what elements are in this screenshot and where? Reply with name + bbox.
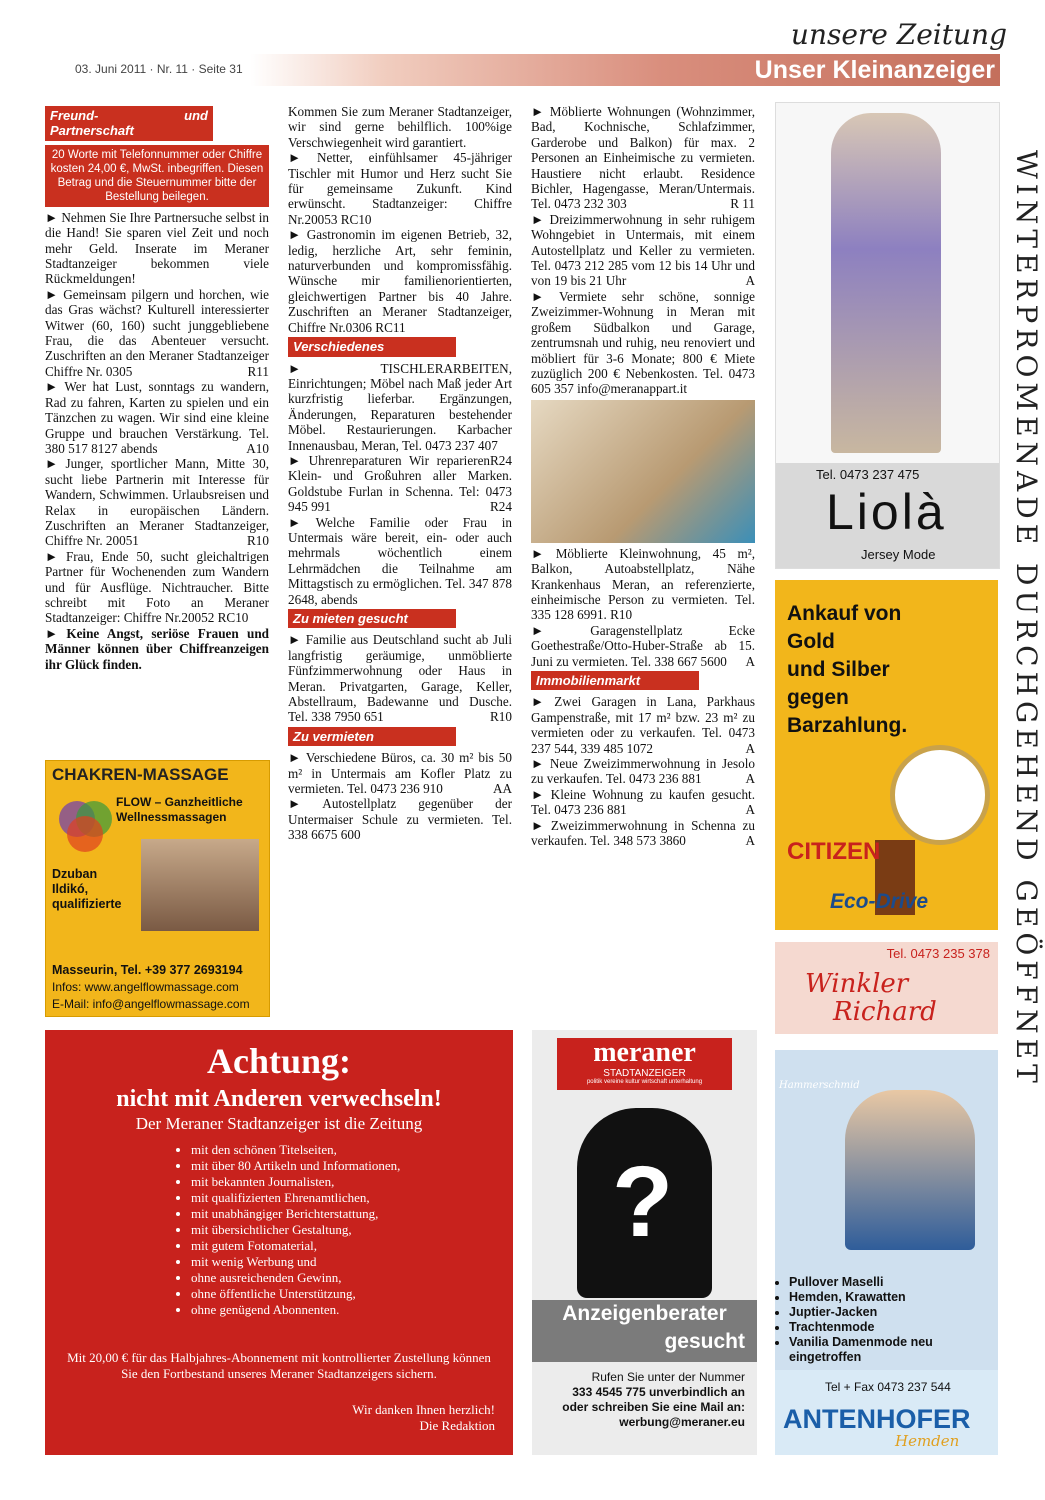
list-item: • Pullover Maselli xyxy=(789,1275,998,1290)
vertical-banner-text: WINTERPROMENADE DURCHGEHEND GEÖFFNET xyxy=(1010,150,1043,1088)
classified-ad: ► Verschiedene Büros, ca. 30 m² bis 50 m² in Untermais am Kofler Platz zu vermieten. Tel. 0473 236 910 AA xyxy=(288,750,512,797)
ad-subtitle: FLOW – Ganzheitliche Wellnessmassagen xyxy=(116,795,243,824)
masseurin-photo xyxy=(141,839,259,931)
issue-info: 03. Juni 2011 · Nr. 11 · Seite 31 xyxy=(75,62,243,76)
classified-ad: ► Zwei Garagen in Lana, Parkhaus Gampenstraße, mit 17 m² bzw. 23 m² zu vermieten oder zu verkaufen. Tel. 0473 237 544, 339 485 1072 A xyxy=(531,694,755,756)
antenhofer-ad xyxy=(775,1050,998,1455)
list-item: • mit bekannten Journalisten, xyxy=(191,1174,400,1190)
list-item: • Vanilia Damenmode neu eingetroffen xyxy=(789,1335,998,1365)
subscription-note: Mit 20,00 € für das Halbjahres-Abonnement mit kontrollierter Zustellung können Sie den Fortbestand unseres Meraner Stadtanzeigers sichern. xyxy=(67,1350,491,1381)
newspaper-logo: unsere Zeitung xyxy=(790,18,1007,51)
citizen-logo: CITIZEN xyxy=(787,838,881,865)
list-item: • mit qualifizierten Ehrenamtlichen, xyxy=(191,1190,400,1206)
masseurin-name: Dzuban Ildikó, qualifizierte xyxy=(52,867,122,911)
winkler-ad: Tel. 0473 235 378 Winkler Richard xyxy=(775,942,998,1034)
section-header: Immobilienmarkt xyxy=(531,671,699,690)
ad-title: CHAKREN-MASSAGE xyxy=(52,765,229,784)
signature: Wir danken Ihnen herzlich! Die Redaktion xyxy=(352,1402,495,1433)
classified-ad: ► Dreizimmerwohnung in sehr ruhigem Wohngebiet in Untermais, mit einem Autostellplatz und Keller zu vermieten. Tel. 0473 212 285 vom 12 bis 14 Uhr und von 19 bis 21 Uhr A xyxy=(531,211,755,289)
classified-ad: ► Vermiete sehr schöne, sonnige Zweizimmer-Wohnung in Meran mit großem Südbalkon und Garage, zentrumsnah und ruhig, neu renoviert und möbliert für 3-6 Monate; 800 € Miete zuzüglich 200 € Nebenkosten. Tel. 0473 605 357 info@meranappart.it xyxy=(531,288,755,397)
section-header: Verschiedenes xyxy=(288,337,456,356)
chakra-logo-icon xyxy=(52,789,122,859)
list-item: • Hemden, Krawatten xyxy=(789,1290,998,1305)
wanted-banner: Anzeigenberater gesucht xyxy=(532,1300,757,1362)
list-item: • Juptier-Jacken xyxy=(789,1305,998,1320)
gold-ad xyxy=(775,580,998,930)
classified-ad: ► Autostellplatz gegenüber der Untermaiser Schule zu vermieten. Tel. 338 6675 600 xyxy=(288,796,512,843)
column-rentals xyxy=(531,104,755,848)
watch-icon xyxy=(890,745,990,845)
list-item: • mit gutem Fotomaterial, xyxy=(191,1238,400,1254)
hammerschmid-logo: Hammerschmid xyxy=(779,1080,860,1091)
list-item: • mit wenig Werbung und xyxy=(191,1254,400,1270)
classified-ad: ► TISCHLERARBEITEN, Einrichtungen; Möbel nach Maß jeder Art kurzfristig lieferbar. Ergänzungen, Änderungen, Reparaturen bestehender Möbel. Restaurierungen. Karbacher Innenausbau, Meran, Tel. 0473 237 407 R24 xyxy=(288,360,512,468)
classified-ad: ► Keine Angst, seriöse Frauen und Männer können über Chiffreanzeigen ihr Glück finden. xyxy=(45,625,269,672)
classified-ad: ► Gemeinsam pilgern und horchen, wie das Gras wächst? Kulturell interessierter Witwer (60, 160) sucht junggebliebene Frau, die das Abenteuer versucht. Zuschriften an den Meraner Stadtanzeiger Chiffre Nr. 0305 R11 xyxy=(45,286,269,379)
product-list xyxy=(775,1275,998,1365)
meraner-stadtanzeiger-ad xyxy=(532,1030,757,1455)
classified-ad: ► Junger, sportlicher Mann, Mitte 30, sucht liebe Partnerin mit Interesse für Wandern, Schwimmen. Urlaubsreisen und Relax in europäischen Ländern. Zuschriften an Meraner Stadtanzeiger, Chiffre Nr. 20051 R10 xyxy=(45,456,269,549)
classified-ad: ► Möblierte Wohnungen (Wohnzimmer, Bad, Kochnische, Schlafzimmer, Garderobe und Balkon) für max. 2 Personen an Einheimische zu vermieten. Haustiere nicht erlaubt. Residence Bichler, Hagengasse, Meran/Untermais. Tel. 0473 232 303 R 11 xyxy=(531,104,755,212)
list-item: • ohne ausreichenden Gewinn, xyxy=(191,1270,400,1286)
liola-ad xyxy=(775,102,1000,569)
classified-ad: ► Möblierte Kleinwohnung, 45 m², Balkon, Autoabstellplatz, Nähe Krankenhaus Meran, an referenzierte, einheimische Person zu vermieten. Tel. 335 128 6991. R10 xyxy=(531,545,755,623)
classified-ad: ► Uhrenreparaturen Wir reparieren Klein- und Großuhren aller Marken. Goldstube Furlan in Schenna. Tel: 0473 945 991 R24 xyxy=(288,452,512,515)
classified-ad: ► Gastronomin im eigenen Betrieb, 32, ledig, herzliche Art, sehr feminin, naturverbunden und kompromissfähig. Wünsche mir familienorientierten, gleichwertigen Partner bis 40 Jahre. Zuschriften an Meraner Stadtanzeiger, Chiffre Nr.0306 RC11 xyxy=(288,227,512,335)
section-header: Zu mieten gesucht xyxy=(288,609,456,628)
classified-ad: ► Wer hat Lust, sonntags zu wandern, Rad zu fahren, Karten zu spielen und ein Tänzchen zu wagen. Wir sind eine kleine Gruppe und brauchen Verstärkung. Tel. 380 517 8127 abends A10 xyxy=(45,379,269,456)
classified-ad: ► Zweizimmerwohnung in Schenna zu verkaufen. Tel. 348 573 3860 A xyxy=(531,817,755,849)
fashion-model-photo xyxy=(831,113,941,453)
apartment-photo xyxy=(531,400,755,543)
model-photo xyxy=(845,1090,975,1250)
notice-subheading: nicht mit Anderen verwechseln! xyxy=(116,1086,442,1112)
list-item: • mit den schönen Titelseiten, xyxy=(191,1142,400,1158)
classified-ad: ► Frau, Ende 50, sucht gleichaltrigen Partner für Wochenenden zum Wandern und für Ausflüge. Nichtraucher. Bitte schreibt mit Foto an Meraner Stadtanzeiger: Chiffre Nr.20052 RC10 xyxy=(45,548,269,626)
column-misc xyxy=(288,104,512,843)
notice-intro: Der Meraner Stadtanzeiger ist die Zeitung xyxy=(135,1114,423,1133)
classified-ad: ► Neue Zweizimmerwohnung in Jesolo zu verkaufen. Tel. 0473 236 881 A xyxy=(531,756,755,787)
gold-ad-text: Ankauf von Gold und Silber gegen Barzahlung. xyxy=(787,602,908,737)
meraner-logo: meraner STADTANZEIGER politik vereine kultur wirtschaft unterhaltung xyxy=(557,1038,732,1090)
chakra-massage-ad xyxy=(45,760,270,1017)
classified-ad: Kommen Sie zum Meraner Stadtanzeiger, wir sind gerne behilflich. 100%ige Verschwiegenheit wird garantiert. xyxy=(288,104,512,150)
liola-logo-area: Tel. 0473 237 475 Liolà Jersey Mode xyxy=(776,463,999,568)
section-header: Zu vermieten xyxy=(288,727,456,746)
website-link[interactable]: Infos: www.angelflowmassage.com xyxy=(52,980,239,994)
classified-ad: ► Welche Familie oder Frau in Untermais wäre bereit, ein- oder auch mehrmals wöchentlich einem Lehrmädchen die Teilnahme am Mittagstisch zu ermöglichen. Tel. 347 878 2648, abends xyxy=(288,514,512,607)
contact-info: Rufen Sie unter der Nummer 333 4545 775 unverbindlich an oder schreiben Sie eine Mail an: werbung@meraner.eu xyxy=(562,1370,745,1429)
classified-ad: ► Nehmen Sie Ihre Partnersuche selbst in die Hand! Sie sparen viel Zeit und noch mehr Geld. Inserate im Meraner Stadtanzeiger bekommen viele Rückmeldungen! xyxy=(45,209,269,287)
notice-heading: Achtung: xyxy=(206,1041,352,1081)
feature-list xyxy=(175,1142,400,1318)
question-mark-icon: ? xyxy=(612,1146,674,1258)
list-item: • ohne genügend Abonnenten. xyxy=(191,1302,400,1318)
price-note: 20 Worte mit Telefonnummer oder Chiffre kosten 24,00 €, MwSt. inbegriffen. Diesen Betrag und die Steuernummer bitte der Bestellung beilegen. xyxy=(45,145,269,207)
list-item: • mit übersichtlicher Gestaltung, xyxy=(191,1222,400,1238)
classified-ad: ► Garagenstellplatz Ecke Goethestraße/Otto-Huber-Straße ab 15. Juni zu vermieten. Tel. 338 667 5600 A xyxy=(531,622,755,669)
achtung-notice xyxy=(45,1030,513,1455)
list-item: • Trachtenmode xyxy=(789,1320,998,1335)
classified-ad: ► Kleine Wohnung zu kaufen gesucht. Tel. 0473 236 881 A xyxy=(531,786,755,818)
winkler-logo: Winkler Richard xyxy=(805,969,937,1027)
section-title: Unser Kleinanzeiger xyxy=(754,56,995,84)
antenhofer-logo-area: Tel + Fax 0473 237 544 ANTENHOFER Hemden xyxy=(775,1370,998,1455)
email-link[interactable]: E-Mail: info@angelflowmassage.com xyxy=(52,997,250,1011)
eco-drive-logo: Eco-Drive xyxy=(830,890,929,913)
section-header: Freund- und Partnerschaft xyxy=(45,106,213,141)
list-item: • mit unabhängiger Berichterstattung, xyxy=(191,1206,400,1222)
list-item: • ohne öffentliche Unterstützung, xyxy=(191,1286,400,1302)
column-partnership xyxy=(45,104,269,672)
classified-ad: ► Netter, einfühlsamer 45-jähriger Tischler mit Humor und Herz sucht Sie für gemeinsame Zukunft. Kind erwünscht. Stadtanzeiger: Chiffre Nr.20053 RC10 xyxy=(288,150,512,227)
masseurin-phone: Masseurin, Tel. +39 377 2693194 xyxy=(52,963,243,977)
classified-ad: ► Familie aus Deutschland sucht ab Juli langfristig geräumige, unmöblierte Fünfzimmerwohnung oder Haus in Meran. Privatgarten, Garage, Keller, Abstellraum, Badewanne und Dusche. Tel. 338 7950 651 R10 xyxy=(288,632,512,725)
list-item: • mit über 80 Artikeln und Informationen, xyxy=(191,1158,400,1174)
